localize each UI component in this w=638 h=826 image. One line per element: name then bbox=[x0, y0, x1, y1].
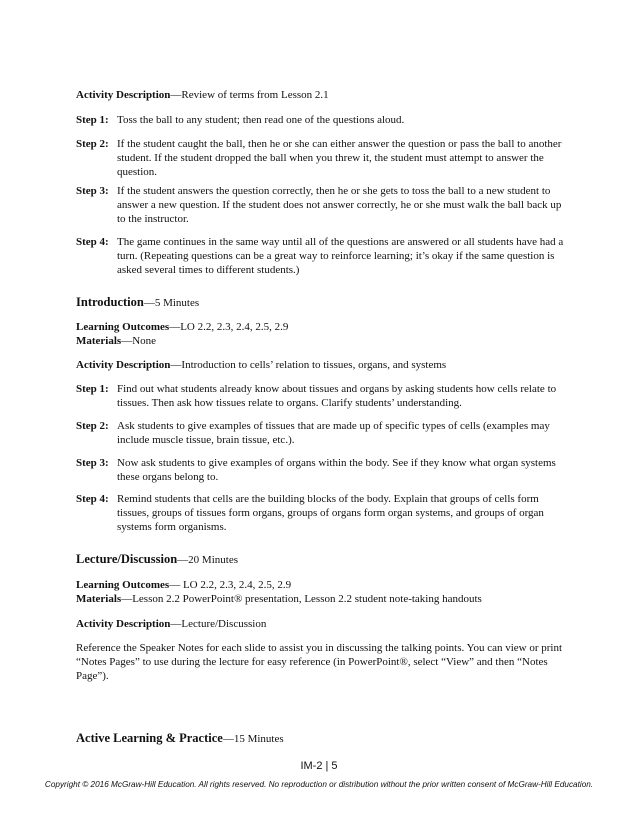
step-label: Step 3: bbox=[76, 185, 109, 197]
step-text: Toss the ball to any student; then read one of the questions aloud. bbox=[117, 114, 405, 126]
section-duration: —20 Minutes bbox=[177, 554, 238, 566]
intro-step-3 bbox=[76, 456, 572, 484]
intro-step-4 bbox=[76, 492, 572, 534]
step-label: Step 4: bbox=[76, 493, 109, 505]
step-label: Step 1: bbox=[76, 383, 109, 395]
activity-description-label: Activity Description bbox=[76, 359, 171, 371]
page-number: IM-2 | 5 bbox=[300, 760, 338, 772]
step-label: Step 1: bbox=[76, 114, 109, 126]
step-label: Step 2: bbox=[76, 420, 109, 432]
section-heading: Introduction bbox=[76, 295, 144, 309]
step-text: If the student answers the question correctly, then he or she gets to toss the ball to a new student to answer a new question. If the student does not answer correctly, he or she must walk the ball back up to the instructor. bbox=[117, 185, 562, 225]
activity-description-text: —Introduction to cells’ relation to tissues, organs, and systems bbox=[170, 359, 447, 371]
step-text: Find out what students already know about tissues and organs by asking students how cells relate to tissues. Then ask how tissues relate to organs. Clarify students’ understanding. bbox=[117, 383, 557, 409]
learning-outcomes-label: Learning Outcomes bbox=[76, 579, 170, 591]
lecture-materials bbox=[76, 592, 572, 606]
review-step-3 bbox=[76, 184, 572, 226]
section-heading: Active Learning & Practice bbox=[76, 731, 223, 745]
activity-description-label: Activity Description bbox=[76, 618, 171, 630]
activity-description-label: Activity Description bbox=[76, 89, 171, 101]
step-text: The game continues in the same way until all of the questions are answered or all students have had a turn. (Repeating questions can be a great way to reinforce learning; it’s okay if the same question is asked several times to different students.) bbox=[117, 236, 564, 276]
intro-step-1 bbox=[76, 382, 572, 410]
review-activity-description bbox=[76, 88, 572, 102]
step-label: Step 4: bbox=[76, 236, 109, 248]
materials-text: —None bbox=[121, 335, 157, 347]
lecture-heading bbox=[76, 552, 572, 567]
section-heading: Lecture/Discussion bbox=[76, 552, 178, 566]
learning-outcomes-label: Learning Outcomes bbox=[76, 321, 170, 333]
step-text: Now ask students to give examples of organs within the body. See if they know what organ systems these organs belong to. bbox=[117, 457, 556, 483]
copyright-notice: Copyright © 2016 McGraw-Hill Education. All rights reserved. No reproduction or distribution without the prior written consent of McGraw-Hill Education. bbox=[44, 780, 594, 789]
intro-learning-outcomes bbox=[76, 320, 572, 334]
materials-label: Materials bbox=[76, 593, 122, 605]
step-text: Ask students to give examples of tissues that are made up of specific types of cells (examples may include muscle tissue, brain tissue, etc.). bbox=[117, 420, 550, 446]
section-duration: —5 Minutes bbox=[143, 297, 200, 309]
introduction-heading bbox=[76, 295, 572, 310]
review-step-4 bbox=[76, 235, 572, 277]
step-text: If the student caught the ball, then he or she can either answer the question or pass the ball to another student. If the student dropped the ball when you threw it, the student must attempt to answer the question. bbox=[117, 138, 562, 178]
active-learning-heading bbox=[76, 731, 572, 746]
intro-step-2 bbox=[76, 419, 572, 447]
intro-activity-description bbox=[76, 358, 572, 372]
review-step-2 bbox=[76, 137, 572, 179]
learning-outcomes-text: — LO 2.2, 2.3, 2.4, 2.5, 2.9 bbox=[169, 579, 292, 591]
learning-outcomes-text: —LO 2.2, 2.3, 2.4, 2.5, 2.9 bbox=[169, 321, 289, 333]
lecture-activity-description bbox=[76, 617, 572, 631]
intro-materials bbox=[76, 334, 572, 348]
review-step-1 bbox=[76, 113, 572, 127]
lecture-learning-outcomes bbox=[76, 578, 572, 592]
step-label: Step 2: bbox=[76, 138, 109, 150]
activity-description-text: —Review of terms from Lesson 2.1 bbox=[170, 89, 329, 101]
materials-text: —Lesson 2.2 PowerPoint® presentation, Lesson 2.2 student note-taking handouts bbox=[121, 593, 482, 605]
activity-description-text: —Lecture/Discussion bbox=[170, 618, 267, 630]
section-duration: —15 Minutes bbox=[222, 733, 284, 745]
lecture-paragraph: Reference the Speaker Notes for each slide to assist you in discussing the talking points. You can view or print “Notes Pages” to use during the lecture for easy reference (in PowerPoint®, select “View” and then “Notes Page”). bbox=[76, 642, 563, 682]
materials-label: Materials bbox=[76, 335, 122, 347]
step-label: Step 3: bbox=[76, 457, 109, 469]
step-text: Remind students that cells are the building blocks of the body. Explain that groups of cells form tissues, groups of tissues form organs, groups of organs form organ systems, and groups of organ systems form organisms. bbox=[117, 493, 544, 533]
